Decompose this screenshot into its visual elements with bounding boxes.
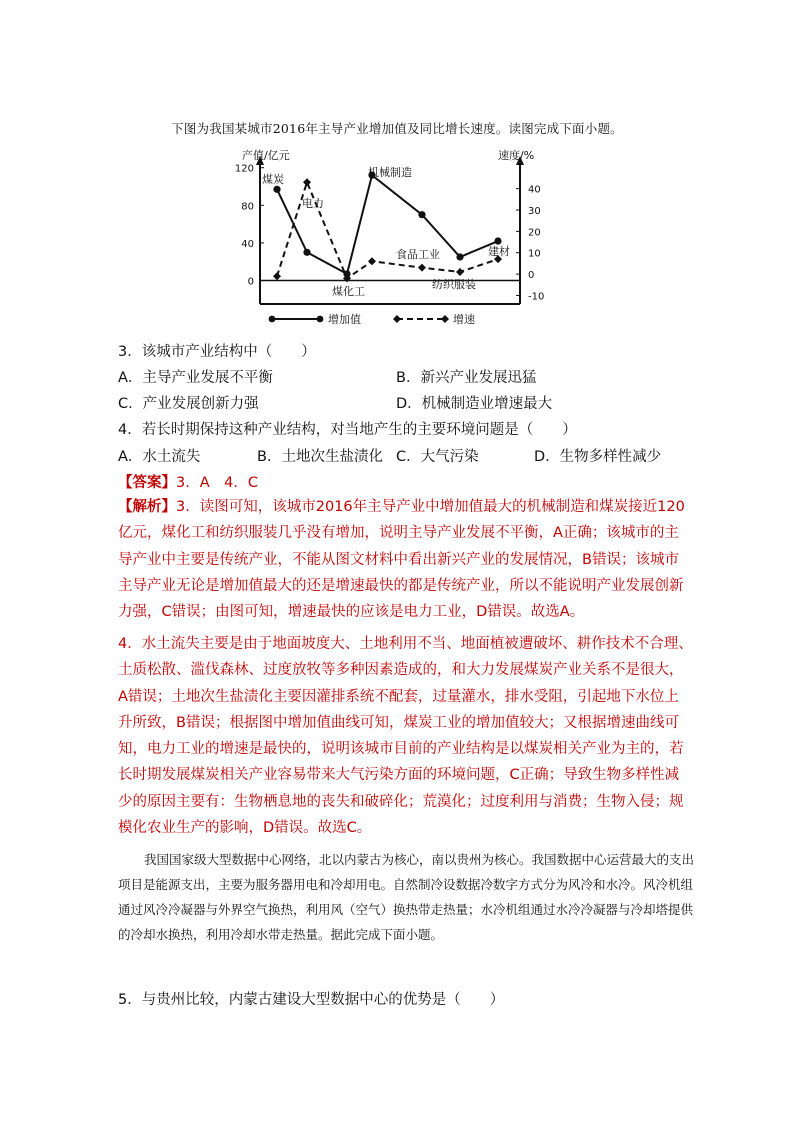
q3-option-a: A．主导产业发展不平衡	[118, 370, 273, 386]
left-tick-label: 80	[241, 201, 254, 213]
legend-marker	[441, 315, 449, 323]
legend-label: 增加值	[328, 313, 361, 326]
industry-chart	[232, 143, 547, 328]
category-label: 机械制造	[368, 166, 412, 179]
q4-option-a: A．水土流失	[118, 449, 201, 465]
passage-data-center: 我国国家级大型数据中心网络，北以内蒙古为核心，南以贵州为核心。我国数据中心运营最大的支出项目是能源支出，主要为服务器用电和冷却用电。自然制冷设数据冷数字方式分为风冷和水冷。风冷机组通过风冷冷凝器与外界空气换热，利用风（空气）换热带走热量；水冷机组通过水冷冷凝器与冷却塔提供的冷却水换热，利用冷却水带走热量。据此完成下面小题。	[118, 852, 695, 942]
q3-option-d: D．机械制造业增速最大	[396, 396, 553, 412]
analysis-tag: 【解析】	[118, 499, 176, 515]
left-tick-label: 0	[247, 276, 254, 288]
value-added-point	[456, 253, 463, 260]
answer-text: 3．A 4．C	[176, 475, 258, 491]
category-label: 纺织服装	[432, 278, 476, 291]
analysis-q3-text: 3．读图可知，该城市2016年主导产业中增加值最大的机械制造和煤炭接近120亿元，煤化工和纺织服装几乎没有增加，说明主导产业发展不平衡，A正确；该城市的主导产业中主要是传统产业，不能从图文材料中看出新兴产业的发展情况，B错误；该城市主导产业无论是增加值最大的还是增速最快的都是传统产业，所以不能说明产业发展创新力强，C错误；由图可知，增速最快的应该是电力工业，D错误。故选A。	[118, 499, 685, 621]
legend-label: 增速	[453, 313, 475, 326]
q4-option-c: C．大气污染	[396, 449, 479, 465]
value-added-point	[494, 237, 501, 244]
growth-point	[273, 272, 281, 280]
chart-series	[273, 172, 502, 283]
q3-option-b: B．新兴产业发展迅猛	[396, 370, 537, 386]
left-tick-label: 120	[234, 163, 254, 175]
growth-point	[456, 268, 464, 276]
chart-category-labels	[262, 165, 510, 298]
category-label: 食品工业	[396, 248, 440, 261]
right-tick-label: 20	[528, 227, 541, 239]
left-tick-label: 40	[241, 238, 254, 250]
intro-text: 下图为我国某城市2016年主导产业增加值及同比增长速度。读图完成下面小题。	[171, 121, 623, 136]
value-added-point	[303, 249, 310, 256]
left-axis-label: 产值/亿元	[242, 149, 290, 162]
legend-marker	[393, 315, 401, 323]
q3-stem: 3．该城市产业结构中（ ）	[118, 344, 316, 360]
growth-point	[368, 257, 376, 265]
q4-option-b: B．土地次生盐渍化	[257, 449, 383, 465]
right-tick-label: 0	[528, 270, 535, 282]
category-label: 煤化工	[332, 285, 365, 298]
right-tick-label: 10	[528, 248, 541, 260]
value-added-point	[418, 211, 425, 218]
series-line-value-added	[277, 175, 498, 274]
category-label: 建材	[488, 245, 510, 258]
right-tick-label: -10	[528, 291, 545, 303]
q4-option-d: D．生物多样性减少	[534, 449, 662, 465]
answer-line	[118, 471, 258, 492]
right-axis-label: 速度/%	[498, 149, 535, 162]
growth-point	[418, 264, 426, 272]
category-label: 煤炭	[262, 173, 284, 186]
right-tick-label: 40	[528, 184, 541, 196]
right-tick-label: 30	[528, 206, 541, 217]
value-added-point	[273, 186, 280, 193]
legend-marker	[317, 316, 324, 323]
analysis-q4: 4．水土流失主要是由于地面坡度大、土地利用不当、地面植被遭破坏、耕作技术不合理、土质松散、滥伐森林、过度放牧等多种因素造成的，和大力发展煤炭产业关系不是很大，A错误；土地次生盐渍化主要因灌排系统不配套，过量灌水，排水受阻，引起地下水位上升所致，B错误；根据图中增加值曲线可知，煤炭工业的增加值较大；又根据增速曲线可知，电力工业的增速是最快的，说明该城市目前的产业结构是以煤炭相关产业为主的，若长时期发展煤炭相关产业容易带来大气污染方面的环境问题，C正确；导致生物多样性减少的原因主要有：生物栖息地的丧失和破碎化；荒漠化；过度利用与消费；生物入侵；规模化农业生产的影响，D错误。故选C。	[118, 636, 693, 837]
q3-option-c: C．产业发展创新力强	[118, 396, 259, 412]
chart-legend	[269, 312, 475, 326]
legend-marker	[269, 316, 276, 323]
q5-stem: 5．与贵州比较，内蒙古建设大型数据中心的优势是（ ）	[118, 992, 505, 1008]
q4-stem: 4．若长时期保持这种产业结构，对当地产生的主要环境问题是（ ）	[118, 422, 577, 438]
growth-point	[303, 178, 311, 186]
answer-tag: 【答案】	[118, 475, 176, 491]
analysis-q3	[118, 494, 693, 625]
category-label: 电力	[302, 197, 324, 210]
